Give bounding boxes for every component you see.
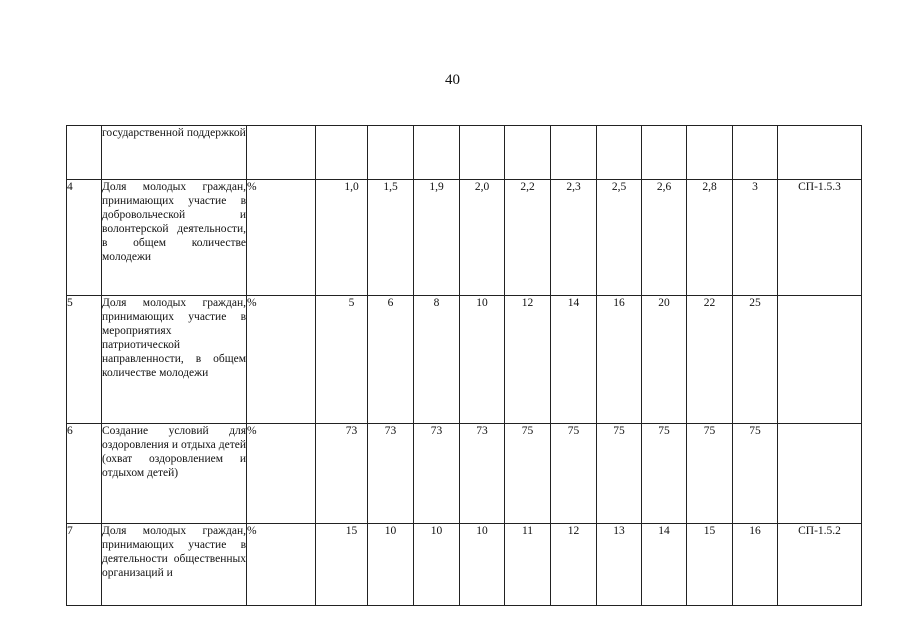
table-row	[67, 424, 862, 524]
value-cell	[414, 126, 460, 180]
value-cell: 14	[551, 296, 597, 424]
value-cell: 73	[368, 424, 414, 524]
value-cell	[460, 126, 505, 180]
table-body	[67, 126, 862, 606]
indicator-name-cell: Доля молодых граждан, принимающих участие в добровольческой и волонтерской деятельности, в общем количестве молодежи	[102, 180, 247, 296]
value-cell: 15	[687, 524, 733, 606]
value-cell: 10	[368, 524, 414, 606]
value-cell: 2,8	[687, 180, 733, 296]
value-cell	[687, 126, 733, 180]
value-cell: 73	[316, 424, 368, 524]
indicators-table	[66, 125, 862, 606]
row-number-cell: 6	[67, 424, 102, 524]
value-cell	[316, 126, 368, 180]
table-row	[67, 180, 862, 296]
value-cell: 75	[551, 424, 597, 524]
unit-cell: %	[247, 296, 316, 424]
value-cell: 11	[505, 524, 551, 606]
value-cell	[368, 126, 414, 180]
value-cell: 22	[687, 296, 733, 424]
value-cell	[597, 126, 642, 180]
value-cell: 6	[368, 296, 414, 424]
value-cell	[505, 126, 551, 180]
indicator-name-cell: Доля молодых граждан, принимающих участие в деятельности общественных организаций и	[102, 524, 247, 606]
value-cell: 75	[687, 424, 733, 524]
code-cell	[778, 296, 862, 424]
row-number-cell: 4	[67, 180, 102, 296]
value-cell: 5	[316, 296, 368, 424]
code-cell	[778, 424, 862, 524]
value-cell: 75	[597, 424, 642, 524]
value-cell: 3	[733, 180, 778, 296]
value-cell: 14	[642, 524, 687, 606]
value-cell: 75	[642, 424, 687, 524]
value-cell: 2,2	[505, 180, 551, 296]
value-cell: 15	[316, 524, 368, 606]
value-cell: 2,5	[597, 180, 642, 296]
value-cell: 10	[414, 524, 460, 606]
page-number: 40	[445, 72, 460, 88]
indicator-name-cell: Доля молодых граждан, принимающих участие в мероприятиях патриотической направленности, в общем количестве молодежи	[102, 296, 247, 424]
value-cell	[551, 126, 597, 180]
unit-cell: %	[247, 424, 316, 524]
table-row	[67, 296, 862, 424]
value-cell: 2,6	[642, 180, 687, 296]
value-cell	[642, 126, 687, 180]
indicator-name-cell: Создание условий для оздоровления и отдыха детей (охват оздоровлением и отдыхом детей)	[102, 424, 247, 524]
value-cell: 75	[733, 424, 778, 524]
row-number-cell: 5	[67, 296, 102, 424]
value-cell: 75	[505, 424, 551, 524]
value-cell: 1,0	[316, 180, 368, 296]
indicator-name-cell: государственной поддержкой	[102, 126, 247, 180]
code-cell	[778, 126, 862, 180]
unit-cell	[247, 126, 316, 180]
unit-cell: %	[247, 524, 316, 606]
value-cell: 10	[460, 524, 505, 606]
value-cell: 2,0	[460, 180, 505, 296]
value-cell: 8	[414, 296, 460, 424]
code-cell: СП-1.5.2	[778, 524, 862, 606]
value-cell: 13	[597, 524, 642, 606]
table-row	[67, 524, 862, 606]
value-cell: 73	[460, 424, 505, 524]
value-cell: 12	[505, 296, 551, 424]
row-number-cell: 7	[67, 524, 102, 606]
value-cell: 10	[460, 296, 505, 424]
value-cell: 73	[414, 424, 460, 524]
unit-cell: %	[247, 180, 316, 296]
table-row	[67, 126, 862, 180]
row-number-cell	[67, 126, 102, 180]
value-cell: 1,5	[368, 180, 414, 296]
value-cell	[733, 126, 778, 180]
value-cell: 12	[551, 524, 597, 606]
value-cell: 20	[642, 296, 687, 424]
value-cell: 1,9	[414, 180, 460, 296]
value-cell: 16	[733, 524, 778, 606]
value-cell: 2,3	[551, 180, 597, 296]
code-cell: СП-1.5.3	[778, 180, 862, 296]
value-cell: 16	[597, 296, 642, 424]
value-cell: 25	[733, 296, 778, 424]
